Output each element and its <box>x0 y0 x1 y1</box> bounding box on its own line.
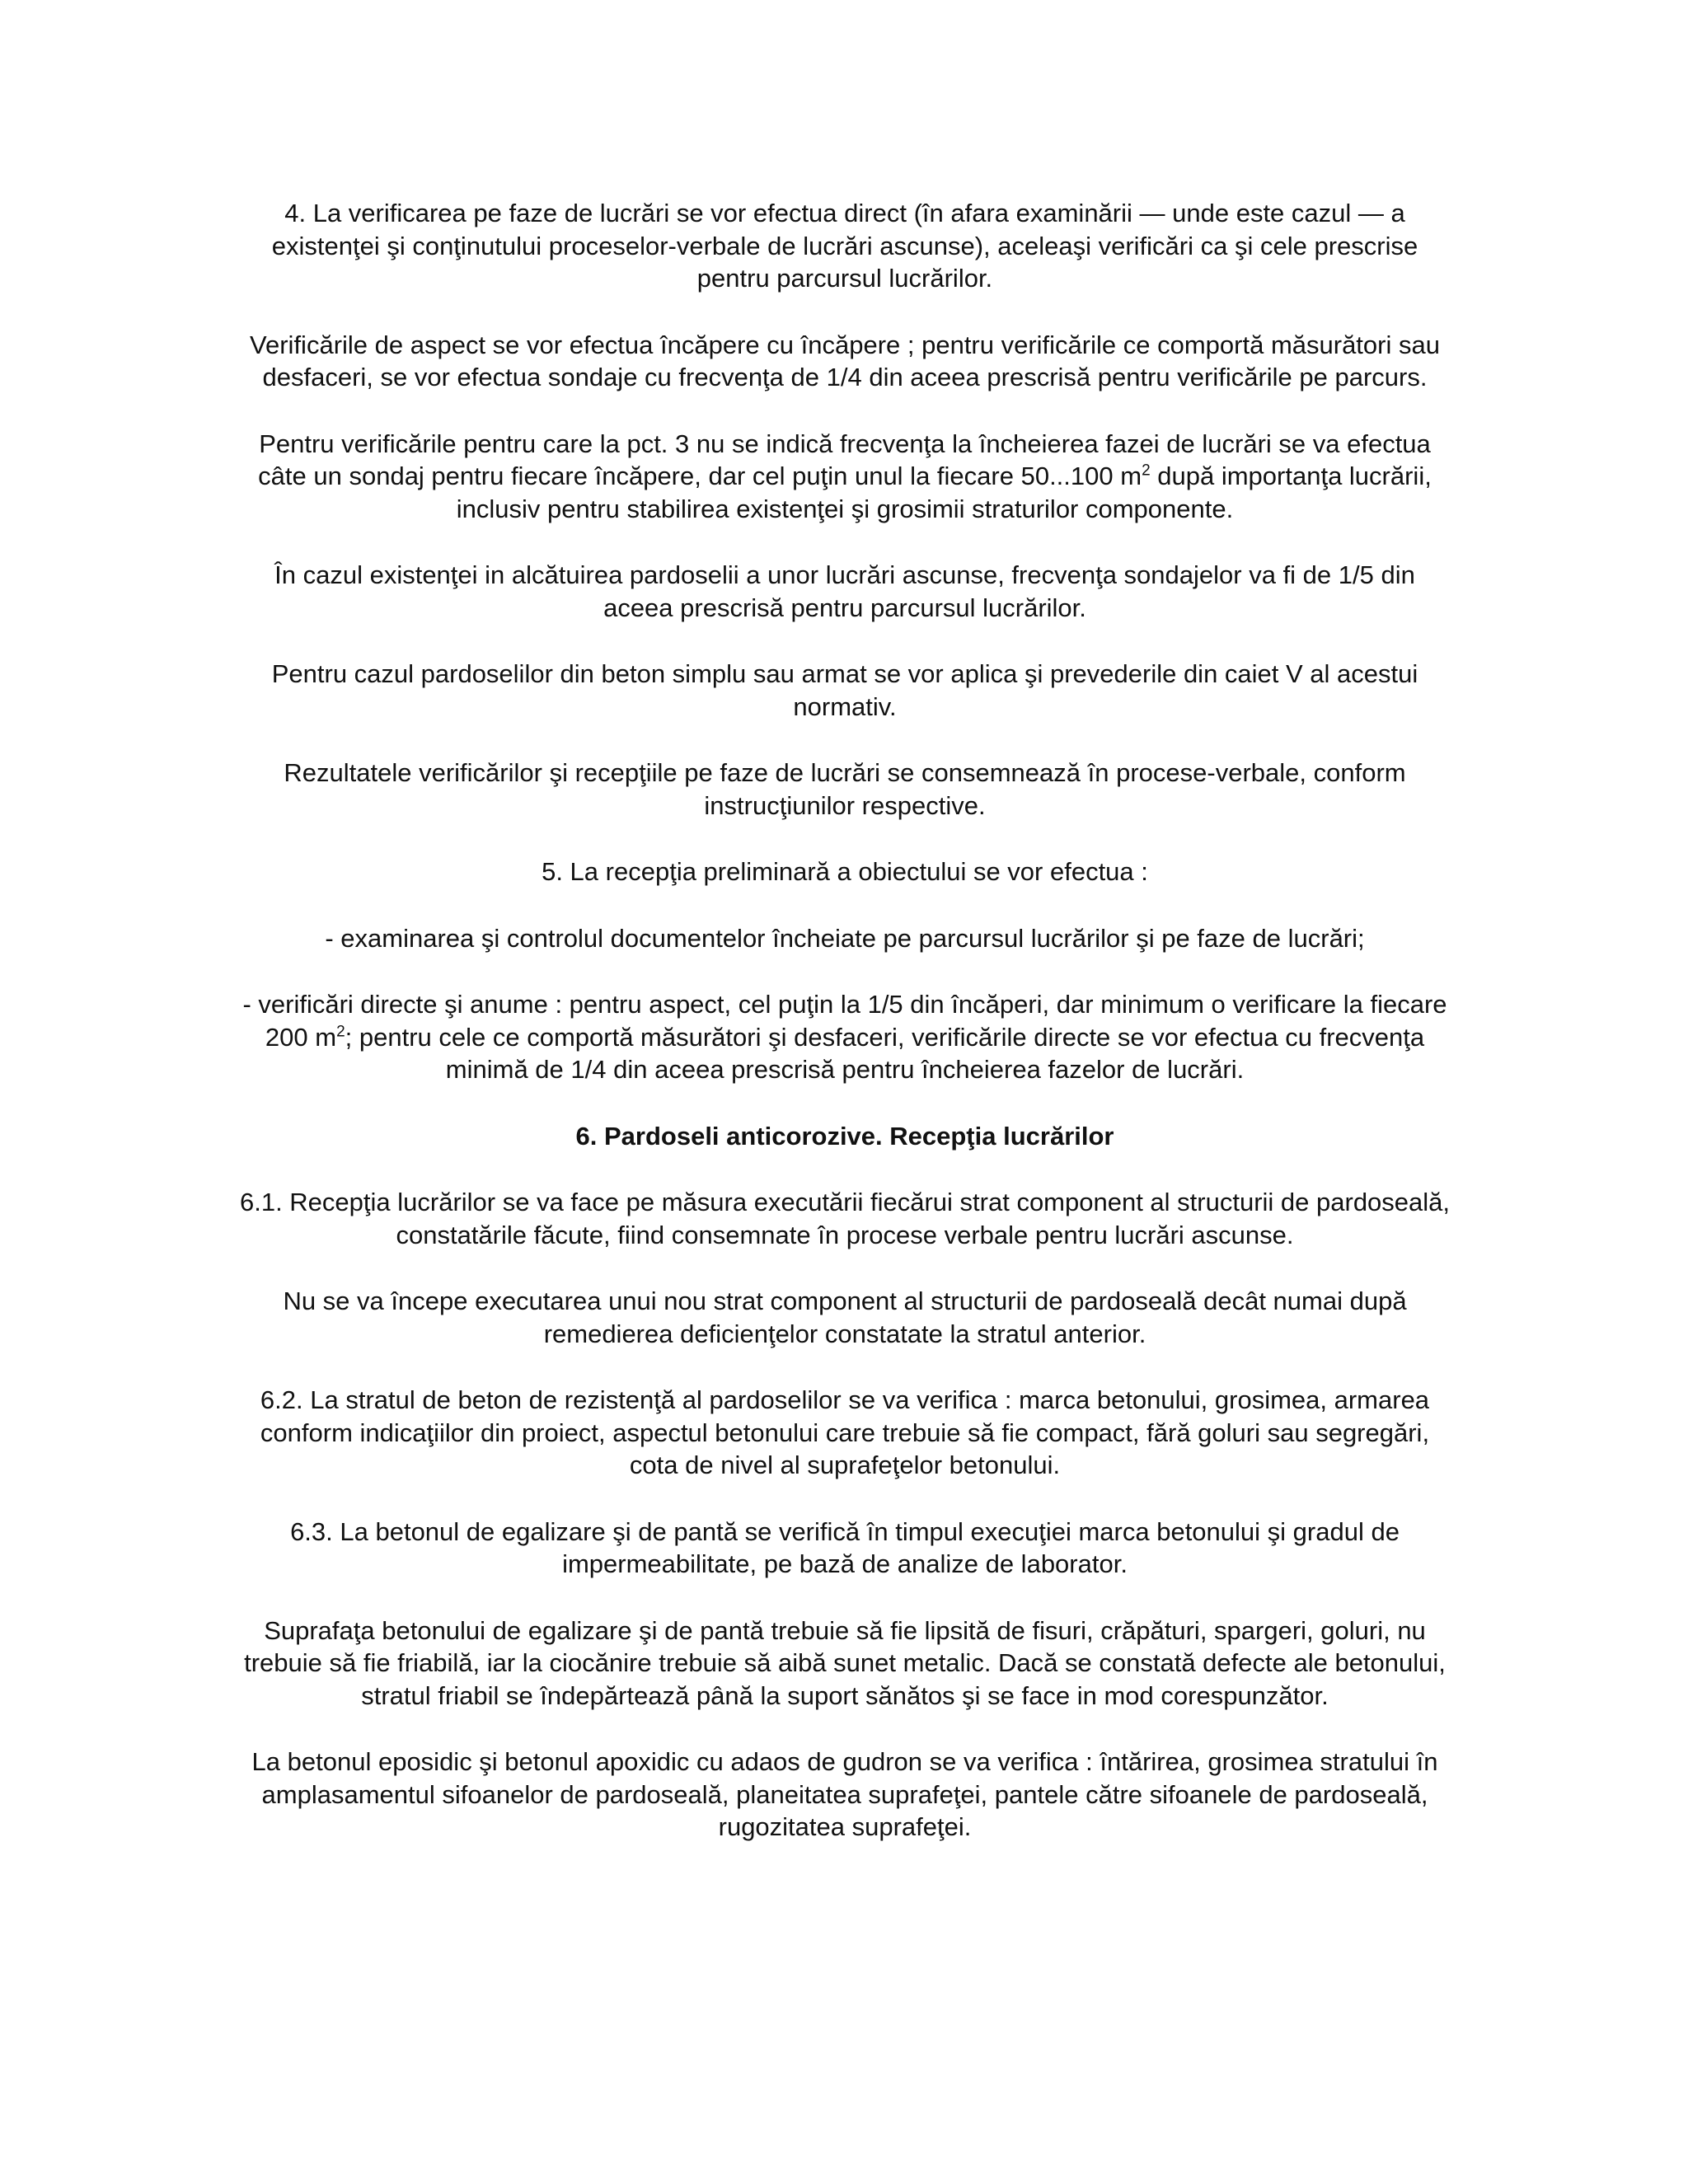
superscript: 2 <box>1142 462 1151 480</box>
paragraph-text: după importanţa lucrării, inclusiv pentru stabilirea existenţei şi grosimii straturilor componente. <box>456 462 1432 523</box>
paragraph-text: - verificări directe şi anume : pentru aspect, cel puţin la 1/5 din încăperi, dar minimum o verificare la fiecare 200 m <box>242 990 1447 1052</box>
paragraph-aspect-verification: Verificările de aspect se vor efectua încăpere cu încăpere ; pentru verificările ce comportă măsurători sau desfaceri, se vor efectua sondaje cu frecvenţa de 1/4 din aceea prescrisă pentru verificările pe parcurs. <box>250 330 1440 391</box>
paragraph-text: Pentru verificările pentru care la pct. 3 nu se indică frecvenţa la încheierea fazei de lucrări se va efectua câte un sondaj pentru fiecare încăpere, dar cel puţin unul la fiecare 50...100 m <box>258 429 1431 490</box>
section-heading: 6. Pardoseli anticorozive. Recepţia lucrărilor <box>575 1121 1114 1151</box>
paragraph-preliminary-reception: 5. La recepţia preliminară a obiectului se vor efectua : <box>542 857 1148 886</box>
paragraph-surface: Suprafaţa betonului de egalizare şi de pantă trebuie să fie lipsită de fisuri, crăpături, spargeri, goluri, nu trebuie să fie friabilă, iar la ciocănire trebuie să aibă sunet metalic. Dacă se constată defecte ale betonului, stratul friabil se îndepărtează până la suport sănătos şi se face in mod corespunzător. <box>244 1615 1446 1710</box>
paragraph-direct-verifications <box>239 988 1451 1086</box>
paragraph-hidden-works: În cazul existenţei in alcătuirea pardoselii a unor lucrări ascunse, frecvenţa sondajelor va fi de 1/5 din aceea prescrisă pentru parcursul lucrărilor. <box>274 560 1415 622</box>
document-page <box>239 197 1451 1877</box>
paragraph-6-2: 6.2. La stratul de beton de rezistenţă al pardoselilor se va verifica : marca betonului, grosimea, armarea conform indicaţiilor din proiect, aspectul betonului care trebuie să fie compact, fără goluri sau segregări, cota de nivel al suprafeţelor betonului. <box>260 1385 1430 1479</box>
paragraph-concrete-floors: Pentru cazul pardoselilor din beton simplu sau armat se vor aplica şi prevederile din caiet V al acestui normativ. <box>271 659 1418 721</box>
paragraph-sondaj-frequency <box>239 428 1451 526</box>
paragraph-phase-verification: 4. La verificarea pe faze de lucrări se vor efectua direct (în afara examinării — unde este cazul — a existenţei şi conţinutului proceselor-verbale de lucrări ascunse), aceleaşi verificări ca şi cele prescrise pentru parcursul lucrărilor. <box>271 199 1418 293</box>
paragraph-6-1: 6.1. Recepţia lucrărilor se va face pe măsura executării fiecărui strat component al structurii de pardoseală, constatările făcute, fiind consemnate în procese verbale pentru lucrări ascunse. <box>239 1188 1451 1249</box>
superscript: 2 <box>336 1023 345 1041</box>
paragraph-6-3: 6.3. La betonul de egalizare şi de pantă se verifică în timpul execuţiei marca betonului şi gradul de impermeabilitate, pe bază de analize de laborator. <box>290 1516 1400 1578</box>
paragraph-new-layer: Nu se va începe executarea unui nou strat component al structurii de pardoseală decât numai după remedierea deficienţelor constatate la stratul anterior. <box>283 1286 1407 1348</box>
paragraph-text: ; pentru cele ce comportă măsurători şi desfaceri, verificările directe se vor efectua cu frecvenţa minimă de 1/4 din aceea prescrisă pentru încheierea fazelor de lucrări. <box>345 1022 1425 1084</box>
paragraph-results: Rezultatele verificărilor şi recepţiile pe faze de lucrări se consemnează în procese-verbale, conform instrucţiunilor respective. <box>284 758 1406 820</box>
paragraph-document-examination: - examinarea şi controlul documentelor încheiate pe parcursul lucrărilor şi pe faze de lucrări; <box>325 923 1365 953</box>
paragraph-epoxy-concrete: La betonul eposidic şi betonul apoxidic cu adaos de gudron se va verifica : întărirea, grosimea stratului în amplasamentul sifoanelor de pardoseală, planeitatea suprafeţei, pantele către sifoanele de pardoseală, rugozitatea suprafeţei. <box>251 1747 1438 1841</box>
